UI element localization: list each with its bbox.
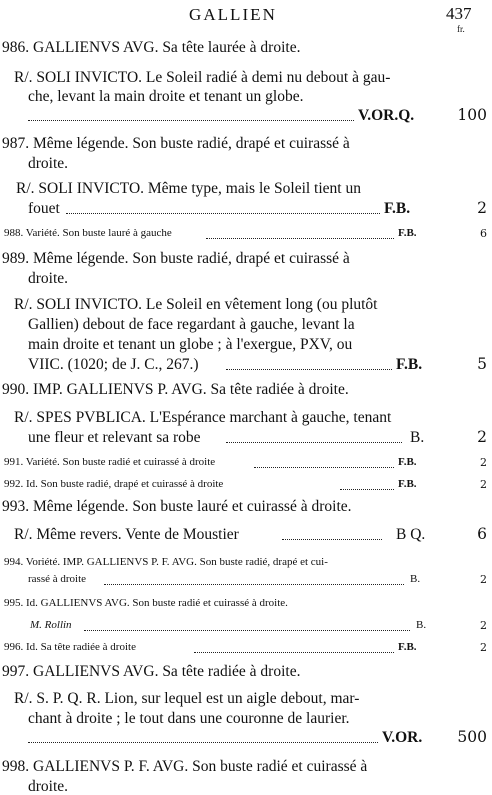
entry-994-price: 2	[480, 573, 487, 586]
entry-998-obverse: 998. GALLIENVS P. F. AVG. Son buste radié et cuirassé à	[2, 758, 368, 775]
dot-leader	[66, 213, 380, 214]
entry-989-price: 5	[477, 355, 487, 373]
entry-990-price: 2	[477, 428, 487, 446]
dot-leader	[28, 120, 354, 121]
entry-997-reverse: R/. S. P. Q. R. Lion, sur lequel est un aigle debout, mar-	[14, 690, 360, 707]
entry-988-grade: F.B.	[398, 227, 417, 239]
entry-995-price: 2	[480, 619, 487, 632]
dot-leader	[226, 442, 402, 443]
entry-989-reverse-cont-2: main droite et tenant un globe ; à l'exergue, PXV, ou	[28, 336, 353, 353]
entry-988-price: 6	[480, 227, 487, 240]
entry-989-grade: F.B.	[396, 356, 423, 373]
entry-990-reverse: R/. SPES PVBLICA. L'Espérance marchant à gauche, tenant	[14, 409, 392, 426]
dot-leader	[206, 238, 394, 239]
dot-leader	[282, 539, 382, 540]
entry-993-reverse: R/. Même revers. Vente de Moustier	[14, 526, 239, 543]
entry-995-collection: M. Rollin	[30, 619, 72, 631]
dot-leader	[226, 369, 392, 370]
dot-leader	[340, 489, 394, 490]
entry-987-reverse-cont: fouet	[28, 200, 60, 217]
entry-991: 991. Variété. Son buste radié et cuirassé à droite	[4, 456, 216, 468]
entry-997-grade: V.OR.	[382, 729, 423, 746]
entry-992: 992. Id. Son buste radié, drapé et cuirassé à droite	[4, 478, 224, 490]
entry-987-reverse: R/. SOLI INVICTO. Même type, mais le Soleil tient un	[16, 180, 361, 197]
entry-989-reverse: R/. SOLI INVICTO. Le Soleil en vêtement long (ou plutôt	[14, 296, 378, 313]
dot-leader	[84, 630, 410, 631]
entry-996: 996. Id. Sa tête radiée à droite	[4, 641, 136, 653]
dot-leader	[194, 652, 394, 653]
dot-leader	[28, 742, 378, 743]
entry-993-grade: B Q.	[396, 526, 426, 543]
entry-995-obverse: 995. Id. GALLIENVS AVG. Son buste radié et cuirassé à droite.	[4, 597, 288, 609]
entry-996-price: 2	[480, 641, 487, 654]
entry-997-price: 500	[457, 728, 487, 746]
entry-995-grade: B.	[416, 619, 427, 631]
entry-986-reverse-cont: che, levant la main droite et tenant un globe.	[28, 88, 304, 105]
entry-994-obverse: 994. Voriété. IMP. GALLIENVS P. F. AVG. Son buste radié, drapé et cui-	[4, 556, 328, 568]
currency-label: fr.	[457, 24, 465, 34]
entry-988: 988. Variété. Son buste lauré à gauche	[4, 227, 172, 239]
entry-998-obverse-cont: droite.	[28, 778, 69, 795]
entry-986-obverse: 986. GALLIENVS AVG. Sa tête laurée à droite.	[2, 39, 301, 56]
entry-990-obverse: 990. IMP. GALLIENVS P. AVG. Sa tête radiée à droite.	[2, 381, 349, 398]
running-header-title: GALLIEN	[189, 5, 277, 24]
entry-989-obverse-cont: droite.	[28, 270, 69, 287]
entry-986-grade: V.OR.Q.	[358, 107, 415, 124]
entry-996-grade: F.B.	[398, 641, 417, 653]
entry-989-obverse: 989. Même légende. Son buste radié, drapé et cuirassé à	[2, 250, 350, 267]
entry-997-obverse: 997. GALLIENVS AVG. Sa tête radiée à droite.	[2, 663, 301, 680]
entry-991-grade: F.B.	[398, 456, 417, 468]
entry-994-grade: B.	[410, 573, 421, 585]
entry-990-reverse-cont: une fleur et relevant sa robe	[28, 429, 201, 446]
page-number: 437	[446, 4, 472, 23]
entry-989-reverse-cont-1: Gallien) debout de face regardant à gauche, levant la	[28, 316, 355, 333]
entry-993-price: 6	[477, 525, 487, 543]
entry-997-reverse-cont: chant à droite ; le tout dans une couronne de laurier.	[28, 710, 350, 727]
entry-994-obverse-cont: rassé à droite	[28, 573, 87, 585]
entry-986-reverse: R/. SOLI INVICTO. Le Soleil radié à demi nu debout à gau-	[14, 69, 391, 86]
entry-987-grade: F.B.	[384, 200, 411, 217]
entry-987-obverse: 987. Même légende. Son buste radié, drapé et cuirassé à	[2, 135, 350, 152]
entry-993-obverse: 993. Même légende. Son buste lauré et cuirassé à droite.	[2, 498, 352, 515]
entry-986-price: 100	[457, 106, 487, 124]
entry-989-reverse-cont-3: VIIC. (1020; de J. C., 267.)	[28, 356, 199, 373]
entry-992-grade: F.B.	[398, 478, 417, 490]
entry-990-grade: B.	[410, 429, 425, 446]
dot-leader	[254, 467, 394, 468]
entry-992-price: 2	[480, 478, 487, 491]
entry-991-price: 2	[480, 456, 487, 469]
entry-987-obverse-cont: droite.	[28, 155, 69, 172]
dot-leader	[104, 584, 404, 585]
entry-987-price: 2	[477, 199, 487, 217]
